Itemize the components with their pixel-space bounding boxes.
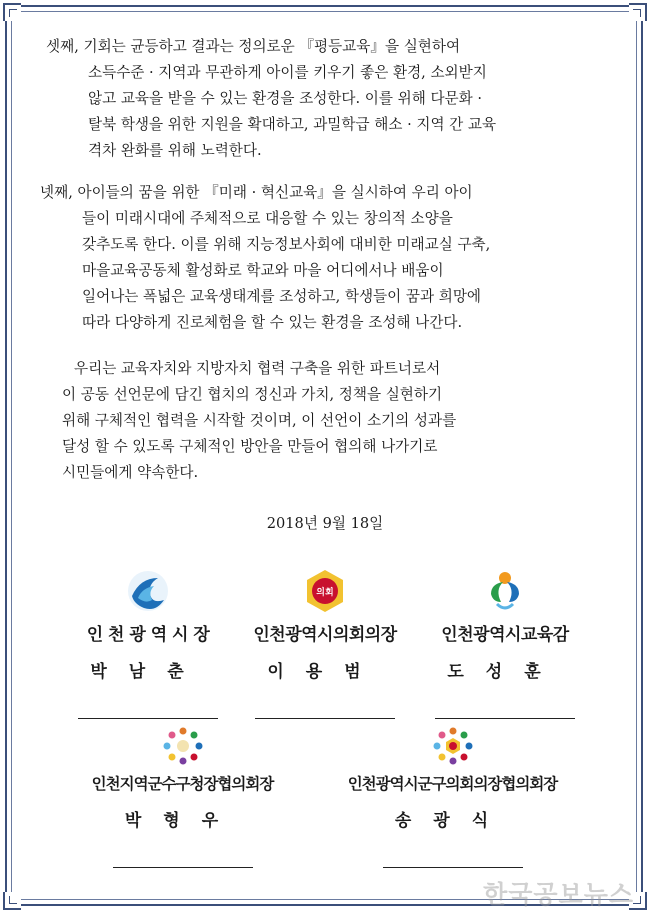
signature-line xyxy=(255,718,395,719)
signatory-name: 박남춘 xyxy=(90,662,206,682)
text-line: 달성 할 수 있도록 구체적인 방안을 만들어 협의해 나가기로 xyxy=(62,438,438,455)
seal-text: 의회 xyxy=(316,588,334,598)
text-line: 따라 다양하게 진로체험을 할 수 있는 환경을 조성해 나간다. xyxy=(82,314,463,331)
signatory-name: 박형우 xyxy=(124,811,241,831)
paragraph-third xyxy=(46,34,612,164)
corner-ornament xyxy=(3,3,21,21)
education-office-logo-icon xyxy=(483,568,527,614)
signatory-district-council-chair xyxy=(345,726,560,868)
watermark: 한국공보뉴스 xyxy=(483,880,634,909)
corner-ornament xyxy=(3,892,21,910)
signatory-title: 인천광역시의회의장 xyxy=(253,625,397,645)
signatory-council-chair xyxy=(240,568,410,719)
text-line: 일어나는 폭넓은 교육생태계를 조성하고, 학생들이 꿈과 희망에 xyxy=(82,288,482,305)
text-line: 마을교육공동체 활성화로 학교와 마을 어디에서나 배움이 xyxy=(82,262,444,279)
mayors-council-logo-icon xyxy=(162,726,204,766)
text-line: 우리는 교육자치와 지방자치 협력 구축을 위한 파트너로서 xyxy=(74,360,441,377)
signatory-incheon-mayor xyxy=(62,568,234,719)
signatory-name: 송광식 xyxy=(394,811,511,831)
text-line: 이 공동 선언문에 담긴 협치의 정신과 가치, 정책을 실현하기 xyxy=(62,386,443,403)
signature-line xyxy=(435,718,575,719)
signature-line xyxy=(78,718,218,719)
corner-ornament xyxy=(629,3,647,21)
signatory-education-superintendent xyxy=(420,568,590,719)
text-line: 위해 구체적인 협력을 시작할 것이며, 이 선언이 소기의 성과를 xyxy=(62,412,457,429)
signature-line xyxy=(113,867,253,868)
signatory-title: 인천광역시군구의회의장협의회장 xyxy=(347,775,558,793)
signatory-title: 인천지역군수구청장협의회장 xyxy=(91,775,274,793)
signatory-name: 이용범 xyxy=(267,662,383,682)
signatory-name: 도성훈 xyxy=(447,662,563,682)
council-seal-logo-icon xyxy=(303,568,347,614)
signatory-mayors-council-chair xyxy=(80,726,285,868)
text-line: 넷째, 아이들의 꿈을 위한 『미래 · 혁신교육』을 실시하여 우리 아이 xyxy=(40,184,473,201)
text-line: 않고 교육을 받을 수 있는 환경을 조성한다. 이를 위해 다문화 · xyxy=(88,90,483,107)
signature-line xyxy=(383,867,523,868)
signatory-title: 인천광역시교육감 xyxy=(441,625,569,645)
paragraph-fourth xyxy=(40,180,606,336)
paragraph-closing xyxy=(54,356,608,486)
text-line: 격차 완화를 위해 노력한다. xyxy=(88,142,262,159)
declaration-date: 2018년 9월 18일 xyxy=(266,515,384,532)
text-line: 셋째, 기회는 균등하고 결과는 정의로운 『평등교육』을 실현하여 xyxy=(46,38,461,55)
text-line: 갖추도록 한다. 이를 위해 지능정보사회에 대비한 미래교실 구축, xyxy=(82,236,491,253)
incheon-city-logo-icon xyxy=(126,568,170,614)
text-line: 시민들에게 약속한다. xyxy=(62,464,199,481)
district-council-logo-icon xyxy=(432,726,474,766)
text-line: 탈북 학생을 위한 지원을 확대하고, 과밀학급 해소 · 지역 간 교육 xyxy=(88,116,497,133)
text-line: 들이 미래시대에 주체적으로 대응할 수 있는 창의적 소양을 xyxy=(82,210,453,227)
text-line: 소득수준 · 지역과 무관하게 아이를 키우기 좋은 환경, 소외받지 xyxy=(88,64,487,81)
signatory-title: 인 천 광 역 시 장 xyxy=(86,625,210,645)
